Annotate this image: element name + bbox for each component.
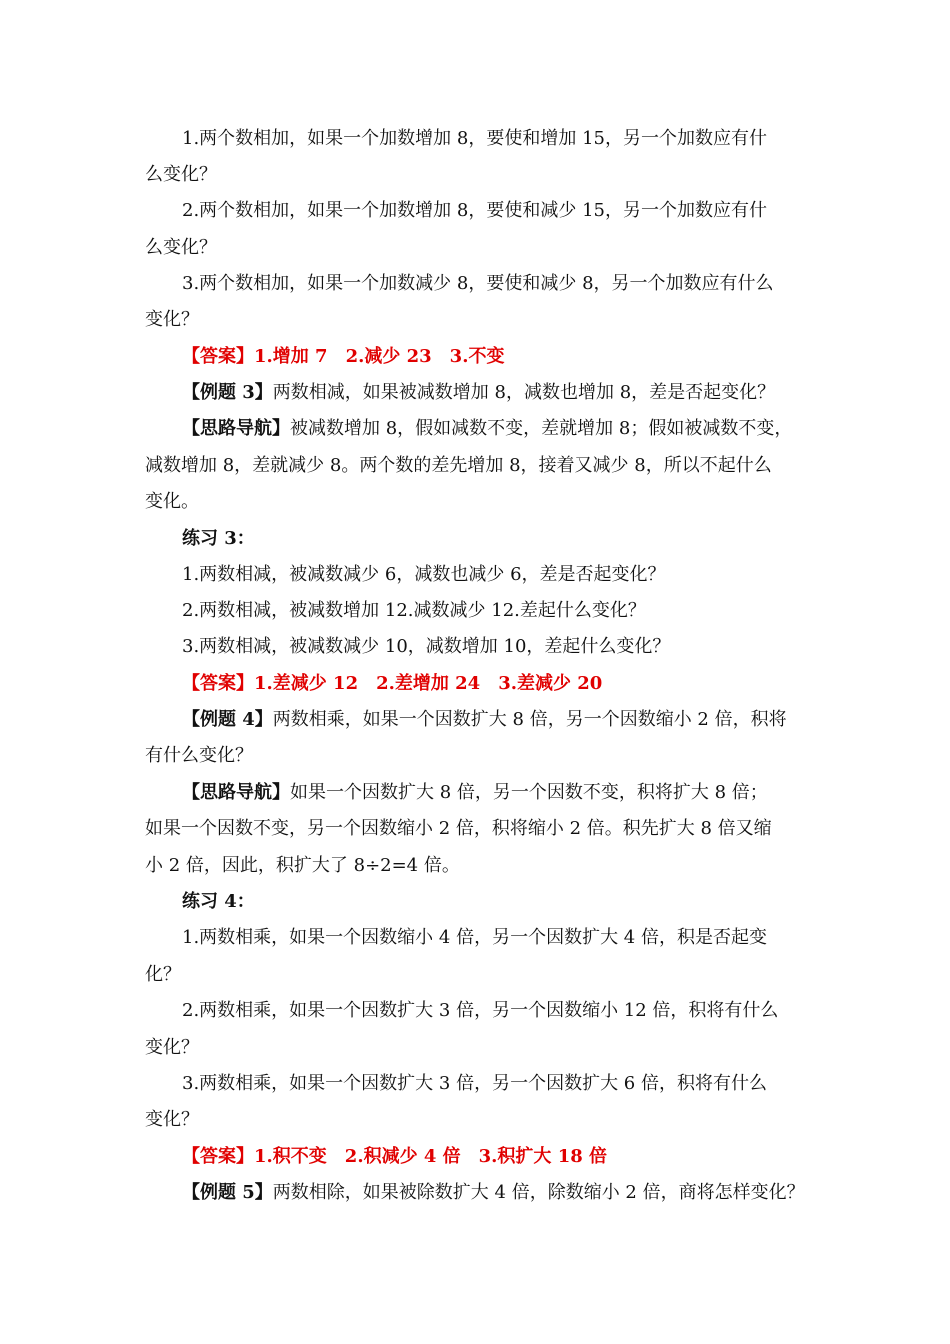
example-text: 两数相除，如果被除数扩大 4 倍，除数缩小 2 倍，商将怎样变化？ bbox=[272, 1182, 805, 1203]
hint-line bbox=[182, 780, 768, 806]
exercise-line: 3.两数相减，被减数减少 10，减数增加 10，差起什么变化？ bbox=[182, 636, 671, 657]
example-text: 两数相乘，如果一个因数扩大 8 倍，另一个因数缩小 2 倍，积将 bbox=[272, 709, 787, 730]
exercise-line: 化？ bbox=[145, 964, 181, 985]
example-text: 两数相减，如果被减数增加 8，减数也增加 8，差是否起变化？ bbox=[272, 382, 776, 403]
example-line bbox=[182, 1180, 805, 1206]
hint-line: 如果一个因数不变，另一个因数缩小 2 倍，积将缩小 2 倍。积先扩大 8 倍又缩 bbox=[145, 818, 772, 839]
exercise-line: 么变化？ bbox=[145, 237, 217, 258]
hint-label: 【思路导航】 bbox=[182, 782, 290, 803]
exercise-line: 变化？ bbox=[145, 1109, 199, 1130]
hint-line bbox=[182, 416, 792, 442]
example-line bbox=[182, 707, 787, 733]
answer-line: 【答案】1.积不变 2.积减少 4 倍 3.积扩大 18 倍 bbox=[182, 1146, 608, 1167]
answer-line: 【答案】1.差减少 12 2.差增加 24 3.差减少 20 bbox=[182, 673, 603, 694]
example-label: 【例题 5】 bbox=[182, 1182, 273, 1203]
exercise-line: 2.两个数相加，如果一个加数增加 8，要使和减少 15，另一个加数应有什 bbox=[182, 200, 767, 221]
exercise-line: 变化？ bbox=[145, 309, 199, 330]
exercise-line: 么变化？ bbox=[145, 164, 217, 185]
example-line bbox=[182, 380, 775, 406]
exercise-line: 2.两数相减，被减数增加 12.减数减少 12.差起什么变化？ bbox=[182, 600, 646, 621]
exercise-line: 1.两个数相加，如果一个加数增加 8，要使和增加 15，另一个加数应有什 bbox=[182, 128, 767, 149]
hint-text: 被减数增加 8，假如减数不变，差就增加 8；假如被减数不变， bbox=[290, 418, 793, 439]
exercise-line: 3.两数相乘，如果一个因数扩大 3 倍，另一个因数扩大 6 倍，积将有什么 bbox=[182, 1073, 767, 1094]
answer-line: 【答案】1.增加 7 2.减少 23 3.不变 bbox=[182, 346, 505, 367]
example-label: 【例题 4】 bbox=[182, 709, 273, 730]
example-label: 【例题 3】 bbox=[182, 382, 273, 403]
example-line: 有什么变化？ bbox=[145, 745, 253, 766]
exercise-line: 3.两个数相加，如果一个加数减少 8，要使和减少 8，另一个加数应有什么 bbox=[182, 273, 774, 294]
exercise-line: 2.两数相乘，如果一个因数扩大 3 倍，另一个因数缩小 12 倍，积将有什么 bbox=[182, 1000, 779, 1021]
hint-text: 如果一个因数扩大 8 倍，另一个因数不变，积将扩大 8 倍； bbox=[290, 782, 768, 803]
exercise-line: 1.两数相乘，如果一个因数缩小 4 倍，另一个因数扩大 4 倍，积是否起变 bbox=[182, 927, 767, 948]
hint-line: 变化。 bbox=[145, 491, 199, 512]
exercise-line: 1.两数相减，被减数减少 6，减数也减少 6，差是否起变化？ bbox=[182, 564, 666, 585]
hint-line: 小 2 倍，因此，积扩大了 8÷2=4 倍。 bbox=[145, 855, 460, 876]
hint-line: 减数增加 8，差就减少 8。两个数的差先增加 8，接着又减少 8，所以不起什么 bbox=[145, 455, 772, 476]
exercise-line: 变化？ bbox=[145, 1037, 199, 1058]
practice-heading: 练习 4： bbox=[182, 891, 255, 912]
hint-label: 【思路导航】 bbox=[182, 418, 290, 439]
practice-heading: 练习 3： bbox=[182, 528, 255, 549]
